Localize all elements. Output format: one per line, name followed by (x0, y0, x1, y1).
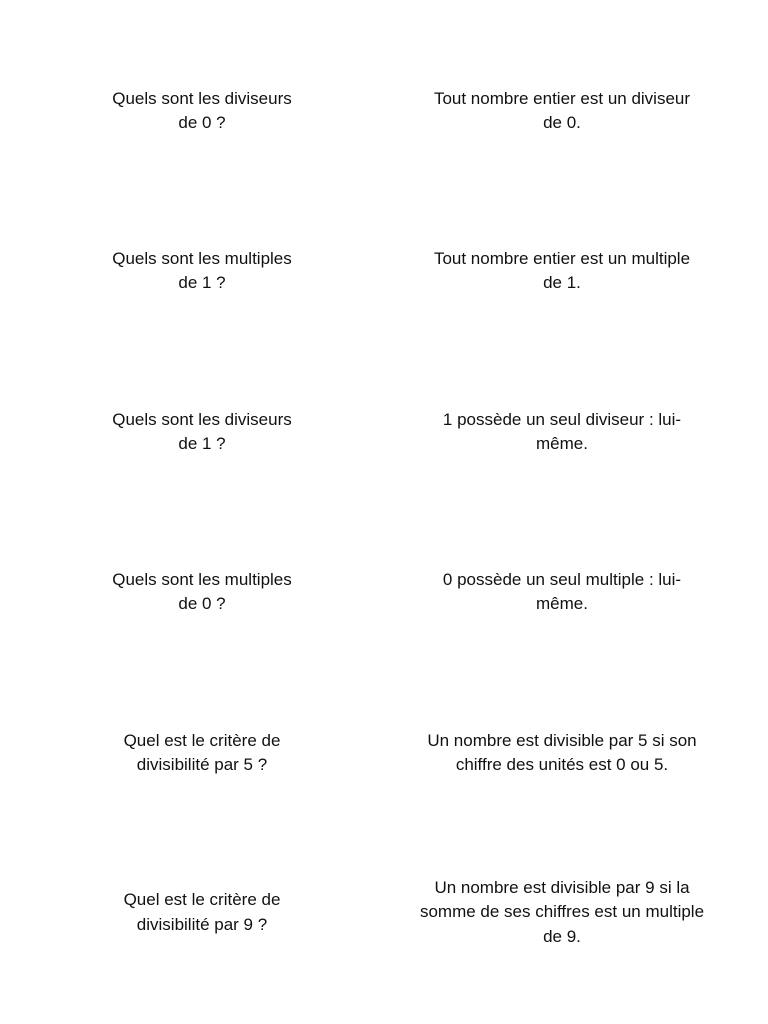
card-question-6: Quel est le critère de divisibilité par 9 ? (123, 890, 281, 934)
card-answer-1: Tout nombre entier est un diviseur de 0. (433, 88, 691, 132)
card-question-5: Quel est le critère de divisibilité par 5 ? (123, 730, 281, 774)
card-answer-5: Un nombre est divisible par 5 si son chiffre des unités est 0 ou 5. (427, 730, 697, 774)
card-question-1: Quels sont les diviseurs de 0 ? (112, 88, 292, 132)
card-question-2: Quels sont les multiples de 1 ? (112, 248, 292, 292)
card-question-4: Quels sont les multiples de 0 ? (112, 569, 292, 613)
card-answer-4: 0 possède un seul multiple : lui- même. (442, 569, 682, 613)
card-answer-6: Un nombre est divisible par 9 si la somme de ses chiffres est un multiple de 9. (419, 877, 705, 946)
card-question-3: Quels sont les diviseurs de 1 ? (112, 409, 292, 453)
card-answer-3: 1 possède un seul diviseur : lui- même. (442, 409, 682, 453)
card-answer-2: Tout nombre entier est un multiple de 1. (433, 248, 691, 292)
